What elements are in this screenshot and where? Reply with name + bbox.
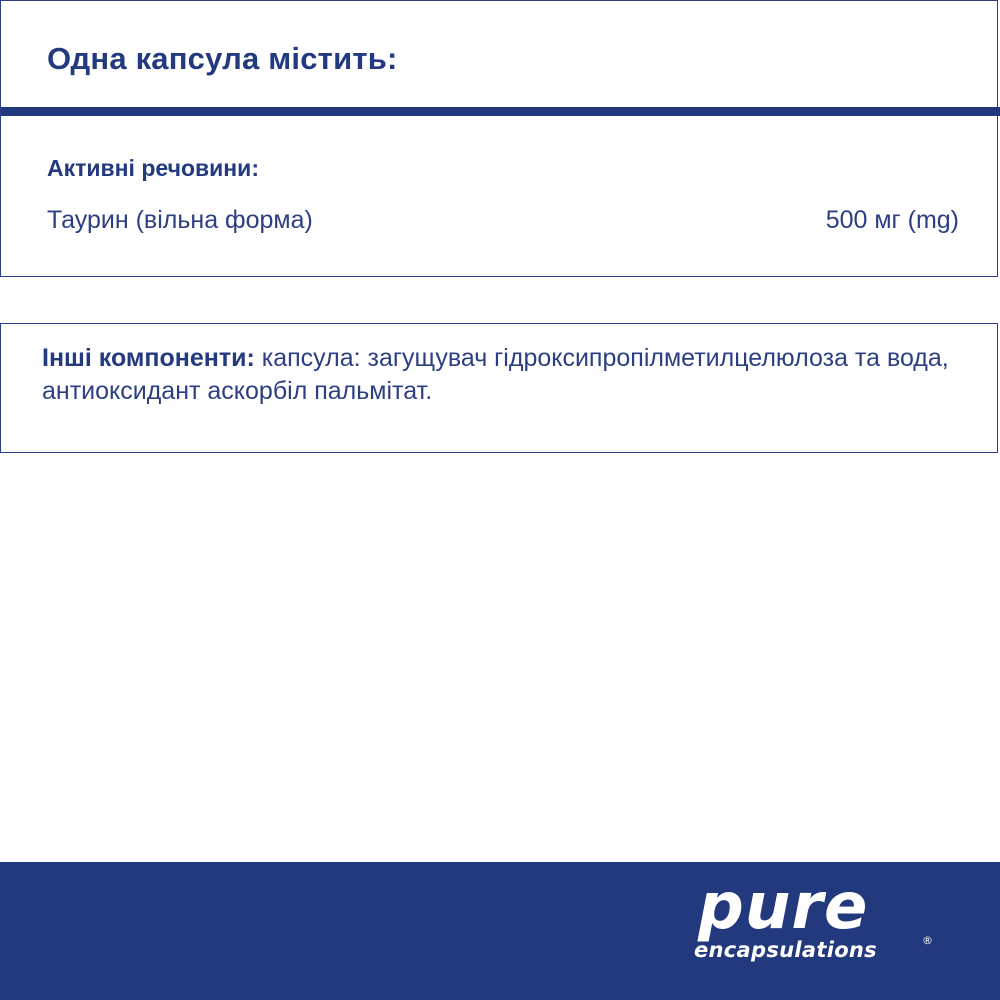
active-ingredients-heading: Активні речовини: xyxy=(47,155,259,181)
brand-logo xyxy=(694,870,944,974)
page-title: Одна капсула містить: xyxy=(47,41,398,76)
other-ingredients-text xyxy=(42,342,972,408)
other-ingredients-label: Інші компоненти: xyxy=(42,344,255,372)
ingredient-amount: 500 мг (mg) xyxy=(825,206,959,234)
divider-bar xyxy=(1,107,1000,116)
logo-encapsulations-text: encapsulations xyxy=(694,938,877,962)
other-ingredients-list: капсула: загущувач гідроксипропілметилцелюлоза та вода, антиоксидант аскорбіл пальмітат. xyxy=(42,344,949,405)
supplement-facts-box xyxy=(0,0,998,277)
logo-pure-text: pure xyxy=(698,870,869,944)
registered-mark-icon: ® xyxy=(922,934,933,947)
other-ingredients-box xyxy=(0,323,998,453)
ingredient-name: Таурин (вільна форма) xyxy=(47,206,313,234)
